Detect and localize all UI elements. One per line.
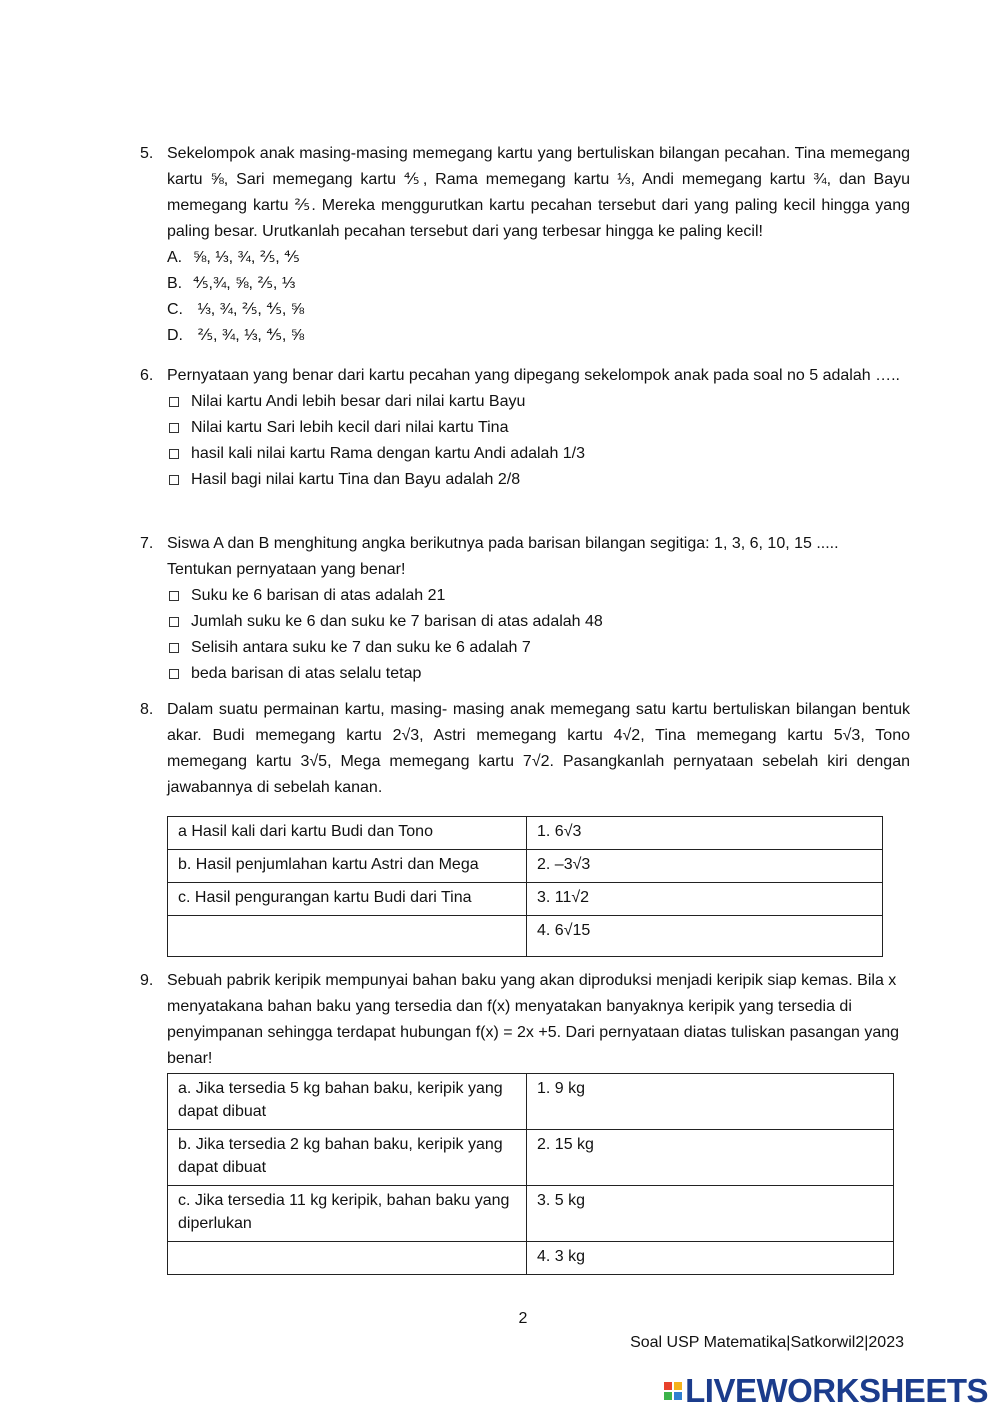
table-cell-left: a. Jika tersedia 5 kg bahan baku, keripik yang dapat dibuat <box>168 1074 527 1130</box>
checkbox[interactable] <box>169 475 179 485</box>
table-cell-right[interactable]: 2. 15 kg <box>527 1130 894 1186</box>
liveworksheets-logo-icon <box>664 1382 682 1400</box>
table-cell-left <box>168 916 527 957</box>
table-row <box>168 1242 894 1275</box>
option-d[interactable] <box>167 323 910 349</box>
option-text: ⅝, ⅓, ¾, ⅖, ⅘ <box>193 249 300 266</box>
checkbox-label: hasil kali nilai kartu Rama dengan kartu Andi adalah 1/3 <box>191 445 586 462</box>
checkbox[interactable] <box>169 643 179 653</box>
checkbox-list <box>167 583 910 687</box>
option-letter: C. <box>167 301 183 318</box>
checkbox[interactable] <box>169 397 179 407</box>
table-cell-right[interactable]: 1. 9 kg <box>527 1074 894 1130</box>
question-text: Pernyataan yang benar dari kartu pecahan yang dipegang sekelompok anak pada soal no 5 adalah ….. <box>167 367 900 384</box>
footer-text: Soal USP Matematika|Satkorwil2|2023 <box>630 1334 904 1351</box>
question-7 <box>140 531 910 687</box>
checkbox[interactable] <box>169 617 179 627</box>
table-cell-right[interactable]: 4. 6√15 <box>527 916 883 957</box>
table-cell-left: b. Hasil penjumlahan kartu Astri dan Mega <box>168 850 527 883</box>
matching-table-q8 <box>167 816 883 957</box>
checkbox-option[interactable] <box>167 661 910 687</box>
question-8 <box>140 697 910 801</box>
checkbox-option[interactable] <box>167 635 910 661</box>
table-cell-left: c. Jika tersedia 11 kg keripik, bahan baku yang diperlukan <box>168 1186 527 1242</box>
checkbox-label: Hasil bagi nilai kartu Tina dan Bayu adalah 2/8 <box>191 471 521 488</box>
table-row <box>168 1074 894 1130</box>
checkbox-label: Jumlah suku ke 6 dan suku ke 7 barisan di atas adalah 48 <box>191 613 603 630</box>
checkbox-label: Nilai kartu Sari lebih kecil dari nilai kartu Tina <box>191 419 509 436</box>
question-number: 5. <box>140 145 154 162</box>
table-cell-left: a Hasil kali dari kartu Budi dan Tono <box>168 817 527 850</box>
question-6 <box>140 363 910 493</box>
question-5 <box>140 141 910 349</box>
question-number: 8. <box>140 701 154 718</box>
question-text: Sebuah pabrik keripik mempunyai bahan baku yang akan diproduksi menjadi keripik siap kemas. Bila x menyatakana bahan baku yang tersedia dan f(x) menyatakan banyaknya keripik yang tersedia di penyimpanan sehingga terdapat hubungan f(x) = 2x +5. Dari pernyataan diatas tuliskan pasangan yang benar! <box>167 972 900 1067</box>
option-text: ⅓, ¾, ⅖, ⅘, ⅝ <box>193 301 305 318</box>
table-row <box>168 1130 894 1186</box>
checkbox-label: beda barisan di atas selalu tetap <box>191 665 422 682</box>
table-cell-right[interactable]: 4. 3 kg <box>527 1242 894 1275</box>
checkbox-option[interactable] <box>167 415 910 441</box>
table-row <box>168 817 883 850</box>
table-row <box>168 1186 894 1242</box>
liveworksheets-brand[interactable] <box>664 1372 988 1410</box>
question-number: 9. <box>140 972 154 989</box>
checkbox[interactable] <box>169 449 179 459</box>
question-number: 7. <box>140 535 154 552</box>
checkbox-option[interactable] <box>167 609 910 635</box>
question-text: Siswa A dan B menghitung angka berikutnya pada barisan bilangan segitiga: 1, 3, 6, 10, 15 ..... Tentukan pernyataan yang benar! <box>167 535 839 578</box>
matching-table-q9 <box>167 1073 894 1275</box>
table-cell-left: c. Hasil pengurangan kartu Budi dari Tina <box>168 883 527 916</box>
option-text: ⅖, ¾, ⅓, ⅘, ⅝ <box>193 327 305 344</box>
checkbox-list <box>167 389 910 493</box>
question-text: Dalam suatu permainan kartu, masing- masing anak memegang satu kartu bertuliskan bilangan bentuk akar. Budi memegang kartu 2√3, Astri memegang kartu 4√2, Tina memegang kartu 5√3, Tono memegang kartu 3√5, Mega memegang kartu 7√2. Pasangkanlah pernyataan sebelah kiri dengan jawabannya di sebelah kanan. <box>167 701 910 796</box>
table-row <box>168 883 883 916</box>
brand-name: LIVEWORKSHEETS <box>685 1372 988 1409</box>
table-cell-right[interactable]: 3. 5 kg <box>527 1186 894 1242</box>
question-9 <box>140 968 910 1072</box>
checkbox-option[interactable] <box>167 389 910 415</box>
checkbox[interactable] <box>169 591 179 601</box>
option-list <box>167 245 910 349</box>
question-number: 6. <box>140 367 154 384</box>
option-letter: B. <box>167 275 183 292</box>
table-cell-left: b. Jika tersedia 2 kg bahan baku, keripik yang dapat dibuat <box>168 1130 527 1186</box>
checkbox-label: Nilai kartu Andi lebih besar dari nilai kartu Bayu <box>191 393 526 410</box>
checkbox-option[interactable] <box>167 441 910 467</box>
checkbox-label: Suku ke 6 barisan di atas adalah 21 <box>191 587 446 604</box>
option-a[interactable] <box>167 245 910 271</box>
question-text: Sekelompok anak masing-masing memegang kartu yang bertuliskan bilangan pecahan. Tina memegang kartu ⅝, Sari memegang kartu ⅘, Rama memegang kartu ⅓, Andi memegang kartu ¾, dan Bayu memegang kartu ⅖. Mereka menggurutkan kartu pecahan tersebut dari yang paling kecil hingga yang paling besar. Urutkanlah pecahan tersebut dari yang terbesar hingga ke paling kecil! <box>167 145 910 240</box>
table-cell-right[interactable]: 1. 6√3 <box>527 817 883 850</box>
option-c[interactable] <box>167 297 910 323</box>
table-cell-right[interactable]: 2. –3√3 <box>527 850 883 883</box>
page-number: 2 <box>518 1310 528 1327</box>
table-row <box>168 850 883 883</box>
option-b[interactable] <box>167 271 910 297</box>
table-cell-left <box>168 1242 527 1275</box>
option-letter: D. <box>167 327 183 344</box>
table-row <box>168 916 883 957</box>
checkbox-label: Selisih antara suku ke 7 dan suku ke 6 adalah 7 <box>191 639 531 656</box>
checkbox-option[interactable] <box>167 583 910 609</box>
checkbox[interactable] <box>169 423 179 433</box>
checkbox-option[interactable] <box>167 467 910 493</box>
table-cell-right[interactable]: 3. 11√2 <box>527 883 883 916</box>
checkbox[interactable] <box>169 669 179 679</box>
option-text: ⅘,¾, ⅝, ⅖, ⅓ <box>193 275 296 292</box>
option-letter: A. <box>167 249 183 266</box>
